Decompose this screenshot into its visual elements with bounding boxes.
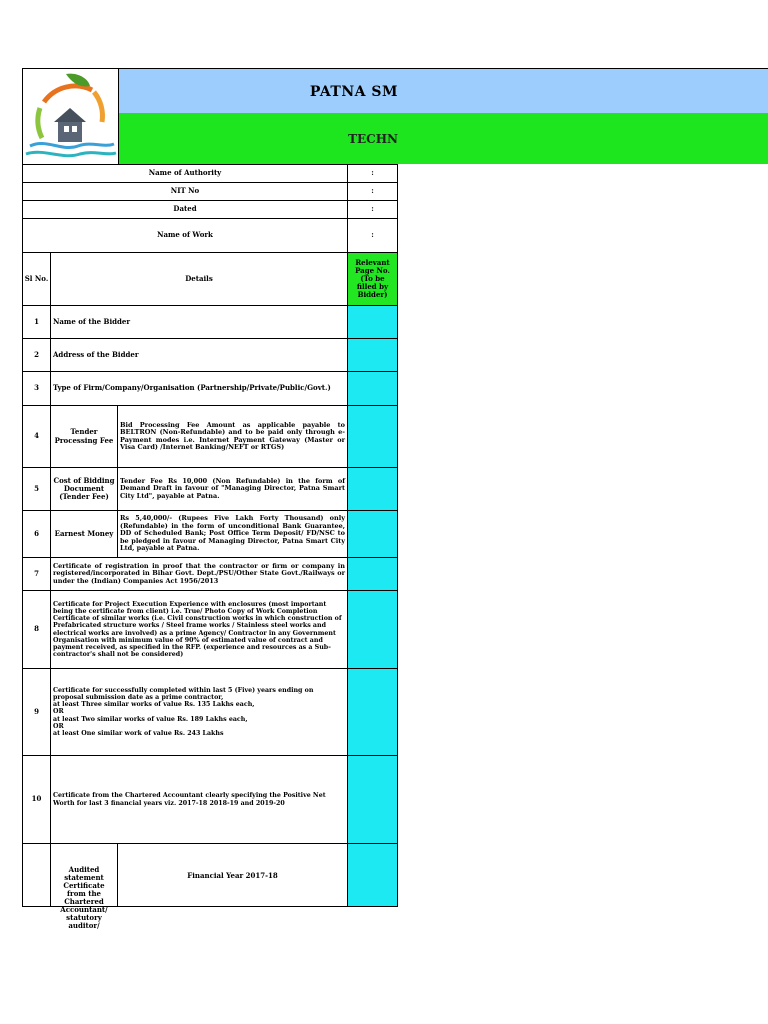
column-header-page: Relevant Page No. (To be filled by Bidder) xyxy=(347,252,398,306)
row-label: Cost of Bidding Document (Tender Fee) xyxy=(50,467,118,511)
meta-value-nit: : xyxy=(347,182,398,201)
page-number-cell[interactable] xyxy=(347,590,398,669)
page-number-cell[interactable] xyxy=(347,668,398,756)
row-details: Address of the Bidder xyxy=(50,338,348,372)
row-details-line: at least Three similar works of value Rs. 135 Lakhs each, xyxy=(53,701,255,709)
row-details: Certificate of registration in proof that the contractor or firm or company in registered/incorporated in Bihar Govt. Dept./PSU/Other State Govt./Railways or under the (Indian) Companies Act 1956/2013 xyxy=(50,557,348,591)
page-number-cell[interactable] xyxy=(347,467,398,511)
page-number-cell[interactable] xyxy=(347,405,398,468)
page-subtitle: TECHN xyxy=(348,131,398,146)
row-details-line: OR xyxy=(53,722,64,730)
row-details: Certificate for Project Execution Experience with enclosures (most important being the certificate from client) i.e. True/ Photo Copy of Work Completion Certificate of similar works (i.e. Civil construction works in which construction of Prefabricated structure works / Steel frame works / Stainless steel works and electrical works are involved) as a prime Agency/ Contractor in any Government Organisation with minimum value of 90% of estimated value of contract and payment received, as specified in the RFP. (experience and resources as a Sub-contractor's shall not be considered) xyxy=(50,590,348,669)
row-details: Type of Firm/Company/Organisation (Partnership/Private/Public/Govt.) xyxy=(50,371,348,406)
row-number: 4 xyxy=(22,405,51,468)
page-number-cell[interactable] xyxy=(347,371,398,406)
row-details: Name of the Bidder xyxy=(50,305,348,339)
row-details xyxy=(50,668,348,756)
row-number xyxy=(22,843,51,907)
row-label: Tender Processing Fee xyxy=(50,405,118,468)
page-number-cell[interactable] xyxy=(347,557,398,591)
row-details: Bid Processing Fee Amount as applicable payable to BELTRON (Non-Refundable) and to be paid only through e-Payment modes i.e. Internet Payment Gateway (Master or Visa Card) /Internet Banking/NEFT or RTGS) xyxy=(117,405,348,468)
meta-value-work: : xyxy=(347,218,398,253)
row-details-line: OR xyxy=(53,708,64,716)
row-details: Tender Fee Rs 10,000 (Non Refundable) in the form of Demand Draft in favour of "Managing Director, Patna Smart City Ltd", payable at Patna. xyxy=(117,467,348,511)
page-number-cell[interactable] xyxy=(347,755,398,844)
row-number: 6 xyxy=(22,510,51,558)
meta-label-dated: Dated xyxy=(22,200,348,219)
row-details-line: at least Two similar works of value Rs. 189 Lakhs each, xyxy=(53,715,248,723)
row-number: 10 xyxy=(22,755,51,844)
row-number: 3 xyxy=(22,371,51,406)
row-label: Earnest Money xyxy=(50,510,118,558)
row-details-line: Certificate for successfully completed within last 5 (Five) years ending on proposal submission date as a prime contractor, xyxy=(53,686,314,701)
row-details: Financial Year 2017-18 xyxy=(117,843,348,907)
page-title: PATNA SM xyxy=(309,83,398,100)
meta-value-authority: : xyxy=(347,164,398,183)
meta-value-dated: : xyxy=(347,200,398,219)
row-number: 9 xyxy=(22,668,51,756)
meta-label-authority: Name of Authority xyxy=(22,164,348,183)
row-number: 2 xyxy=(22,338,51,372)
row-details: Rs 5,40,000/- (Rupees Five Lakh Forty Thousand) only (Refundable) in the form of unconditional Bank Guarantee, DD of Scheduled Bank; Post Office Term Deposit/ FD/NSC to be pledged in favour of Managing Director, Patna Smart City Ltd, payable at Patna. xyxy=(117,510,348,558)
page-number-cell[interactable] xyxy=(347,305,398,339)
row-details: Certificate from the Chartered Accountant clearly specifying the Positive Net Worth for last 3 financial years viz. 2017-18 2018-19 and 2019-20 xyxy=(50,755,348,844)
row-number: 8 xyxy=(22,590,51,669)
meta-label-work: Name of Work xyxy=(22,218,348,253)
header-frame xyxy=(22,68,118,164)
meta-label-nit: NIT No xyxy=(22,182,348,201)
page-number-cell[interactable] xyxy=(347,843,398,907)
row-label: Audited statement Certificate from the Chartered Accountant/ statutory auditor/ xyxy=(50,843,118,907)
subtitle-band xyxy=(118,113,768,164)
page-number-cell[interactable] xyxy=(347,510,398,558)
column-header-sl: Sl No. xyxy=(22,252,51,306)
row-details-line: at least One similar work of value Rs. 243 Lakhs xyxy=(53,730,224,738)
row-number: 5 xyxy=(22,467,51,511)
column-header-details: Details xyxy=(50,252,348,306)
row-number: 7 xyxy=(22,557,51,591)
page-number-cell[interactable] xyxy=(347,338,398,372)
title-band xyxy=(118,68,768,113)
row-number: 1 xyxy=(22,305,51,339)
